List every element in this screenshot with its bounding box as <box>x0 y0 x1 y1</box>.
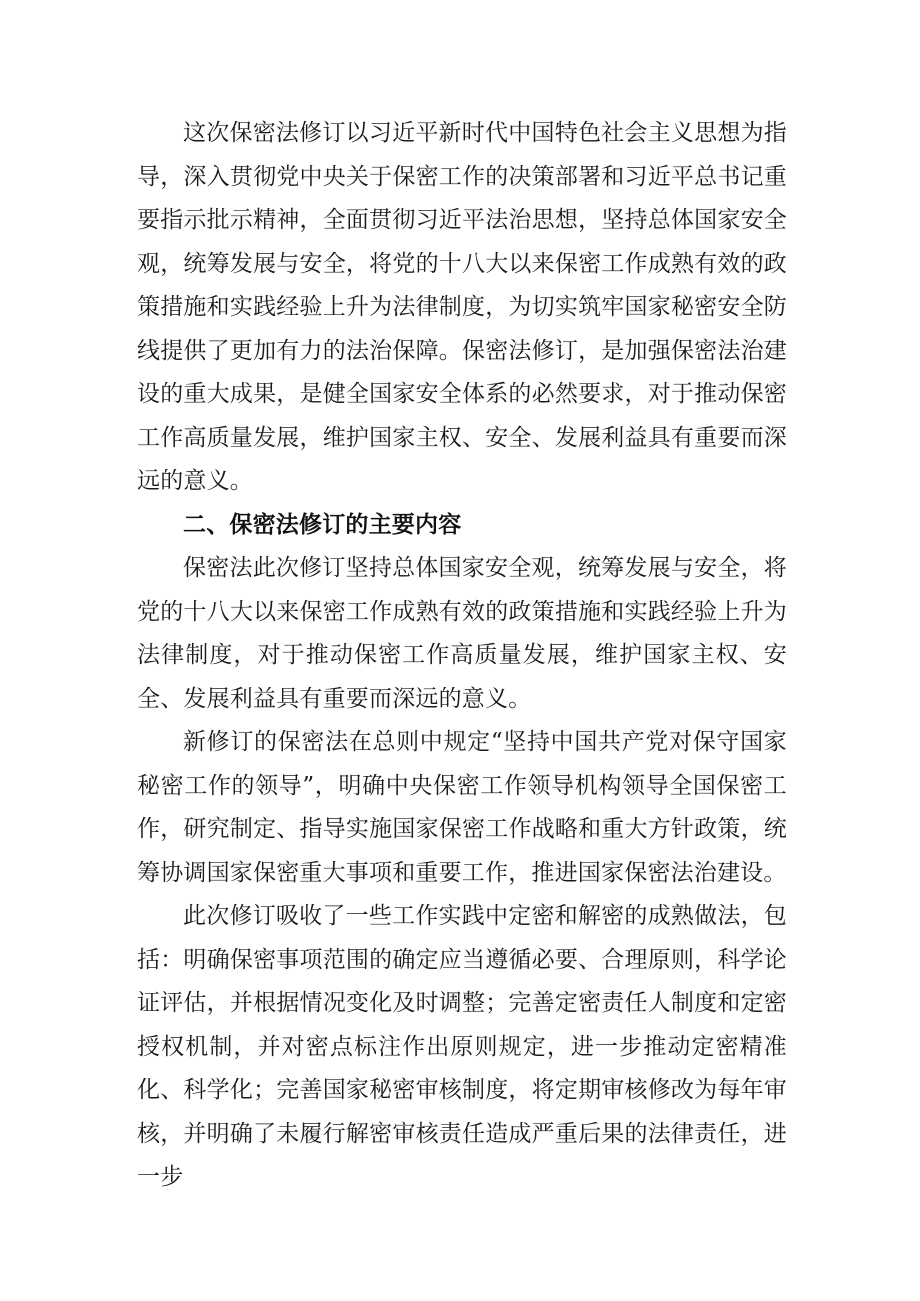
document-body <box>137 112 787 1200</box>
paragraph-revision-guidance: 这次保密法修订以习近平新时代中国特色社会主义思想为指导，深入贯彻党中央关于保密工作的决策部署和习近平总书记重要指示批示精神，全面贯彻习近平法治思想，坚持总体国家安全观，统筹发展与安全，将党的十八大以来保密工作成熟有效的政策措施和实践经验上升为法律制度，为切实筑牢国家秘密安全防线提供了更加有力的法治保障。保密法修订，是加强保密法治建设的重大成果，是健全国家安全体系的必然要求，对于推动保密工作高质量发展，维护国家主权、安全、发展利益具有重要而深远的意义。 <box>137 120 787 494</box>
paragraph-party-leadership: 新修订的保密法在总则中规定“坚持中国共产党对保守国家秘密工作的领导”，明确中央保密工作领导机构领导全国保密工作，研究制定、指导实施国家保密工作战略和重大方针政策，统筹协调国家保密重大事项和重要工作，推进国家保密法治建设。 <box>137 729 787 886</box>
paragraph-classification-practice: 此次修订吸收了一些工作实践中定密和解密的成熟做法，包括：明确保密事项范围的确定应当遵循必要、合理原则，科学论证评估，并根据情况变化及时调整；完善定密责任人制度和定密授权机制，并对密点标注作出原则规定，进一步推动定密精准化、科学化；完善国家秘密审核制度，将定期审核修改为每年审核，并明确了未履行解密审核责任造成严重后果的法律责任，进一步 <box>137 903 787 1190</box>
paragraph-revision-overview: 保密法此次修订坚持总体国家安全观，统筹发展与安全，将党的十八大以来保密工作成熟有效的政策措施和实践经验上升为法律制度，对于推动保密工作高质量发展，维护国家主权、安全、发展利益具有重要而深远的意义。 <box>137 555 787 712</box>
section-heading-main-content: 二、保密法修订的主要内容 <box>183 511 462 538</box>
